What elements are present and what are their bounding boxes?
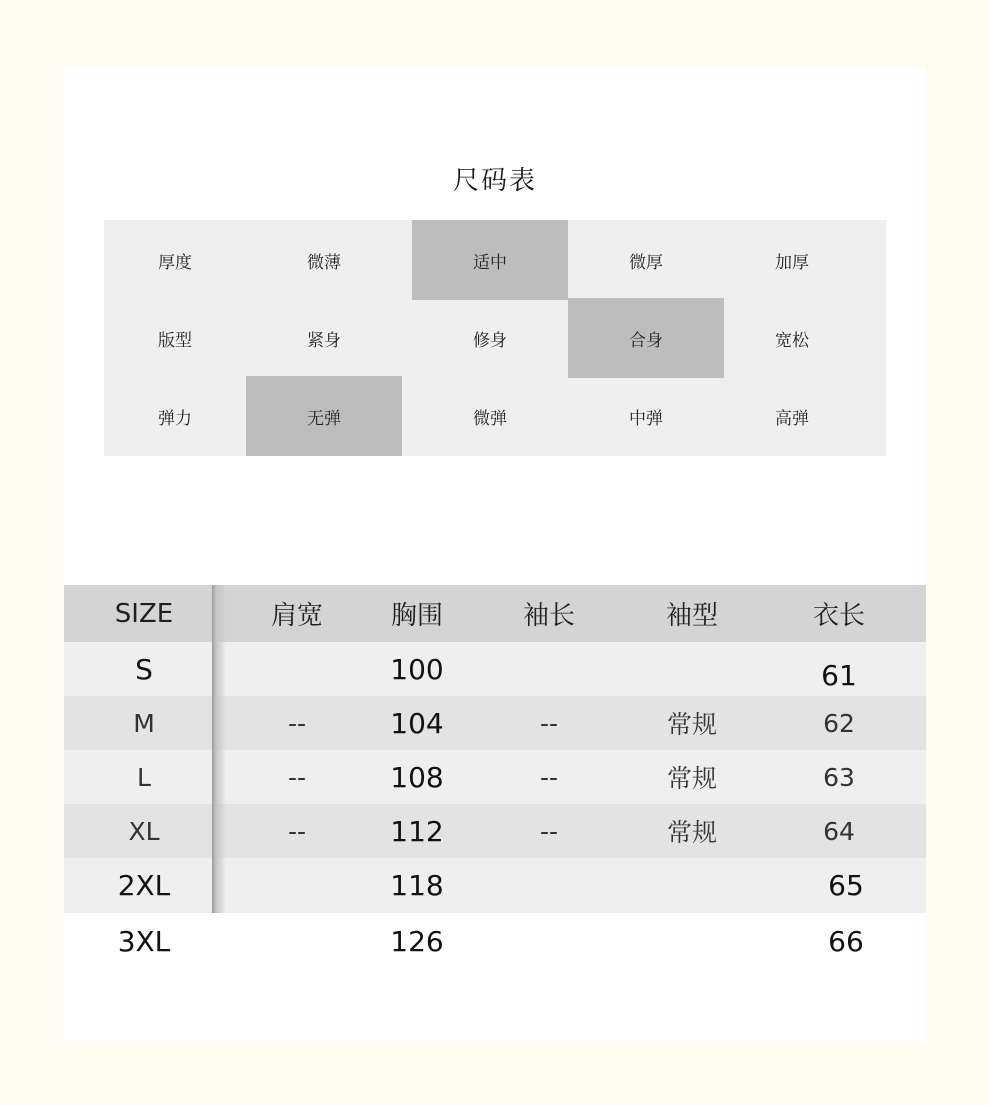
cell-sleeve-type: 常规 bbox=[666, 710, 717, 739]
attr-option: 加厚 bbox=[775, 252, 809, 273]
attr-label-elasticity: 弹力 bbox=[158, 408, 192, 429]
cell-sleeve-type: 常规 bbox=[666, 764, 717, 793]
attr-label-fit: 版型 bbox=[158, 330, 192, 351]
cell-chest: 118 bbox=[390, 869, 444, 902]
cell-chest: 108 bbox=[390, 760, 444, 794]
cell-chest: 112 bbox=[390, 814, 444, 848]
page-title: 尺码表 bbox=[452, 166, 537, 196]
header-length: 衣长 bbox=[812, 601, 865, 631]
cell-chest: 104 bbox=[390, 706, 444, 740]
attr-option-selected: 适中 bbox=[412, 220, 568, 300]
cell-length: 62 bbox=[823, 708, 855, 738]
attr-option-selected: 无弹 bbox=[246, 376, 402, 456]
table-row bbox=[64, 696, 926, 750]
attr-option: 中弹 bbox=[629, 408, 663, 429]
cell-shoulder bbox=[227, 858, 367, 913]
attr-option: 微厚 bbox=[629, 252, 663, 273]
cell-sleeve-type bbox=[622, 642, 762, 696]
attr-option: 修身 bbox=[473, 330, 507, 351]
cell-sleeve-length bbox=[479, 913, 619, 969]
cell-shoulder: -- bbox=[287, 816, 307, 846]
cell-size: M bbox=[133, 708, 155, 738]
table-row bbox=[64, 913, 926, 969]
cell-sleeve-type bbox=[622, 858, 762, 913]
cell-sleeve-length: -- bbox=[539, 708, 559, 738]
cell-sleeve-length bbox=[479, 858, 619, 913]
cell-size: 2XL bbox=[117, 869, 171, 902]
table-row bbox=[64, 804, 926, 858]
column-divider bbox=[212, 585, 226, 913]
cell-sleeve-type bbox=[622, 913, 762, 969]
cell-size: S bbox=[135, 652, 153, 686]
cell-length: 64 bbox=[823, 816, 855, 846]
header-sleeve-type: 袖型 bbox=[665, 601, 718, 631]
table-row bbox=[64, 642, 926, 696]
size-table-header bbox=[64, 585, 926, 642]
cell-shoulder: -- bbox=[287, 762, 307, 792]
table-row bbox=[64, 858, 926, 913]
attribute-grid bbox=[104, 220, 886, 456]
cell-length: 65 bbox=[828, 869, 864, 902]
table-row bbox=[64, 750, 926, 804]
cell-length: 66 bbox=[828, 924, 864, 958]
cell-size: XL bbox=[128, 816, 160, 846]
header-sleeve-length: 袖长 bbox=[522, 601, 575, 631]
cell-length: 61 bbox=[821, 658, 857, 692]
cell-chest: 100 bbox=[390, 652, 444, 686]
attr-option: 微弹 bbox=[473, 408, 507, 429]
cell-chest: 126 bbox=[390, 924, 444, 958]
attr-option: 高弹 bbox=[775, 408, 809, 429]
cell-sleeve-length bbox=[479, 642, 619, 696]
attr-option: 微薄 bbox=[307, 252, 341, 273]
cell-shoulder bbox=[227, 642, 367, 696]
cell-sleeve-length: -- bbox=[539, 762, 559, 792]
header-chest: 胸围 bbox=[390, 601, 443, 631]
cell-size: 3XL bbox=[117, 924, 171, 958]
cell-shoulder bbox=[227, 913, 367, 969]
cell-shoulder: -- bbox=[287, 708, 307, 738]
header-size: SIZE bbox=[114, 598, 174, 629]
attr-option: 宽松 bbox=[775, 330, 809, 351]
cell-sleeve-length: -- bbox=[539, 816, 559, 846]
cell-size: L bbox=[137, 762, 151, 792]
attr-option: 紧身 bbox=[307, 330, 341, 351]
attr-label-thickness: 厚度 bbox=[158, 252, 192, 273]
cell-length: 63 bbox=[823, 762, 855, 792]
header-shoulder: 肩宽 bbox=[270, 601, 323, 631]
attr-option-selected: 合身 bbox=[568, 298, 724, 378]
cell-sleeve-type: 常规 bbox=[666, 818, 717, 847]
